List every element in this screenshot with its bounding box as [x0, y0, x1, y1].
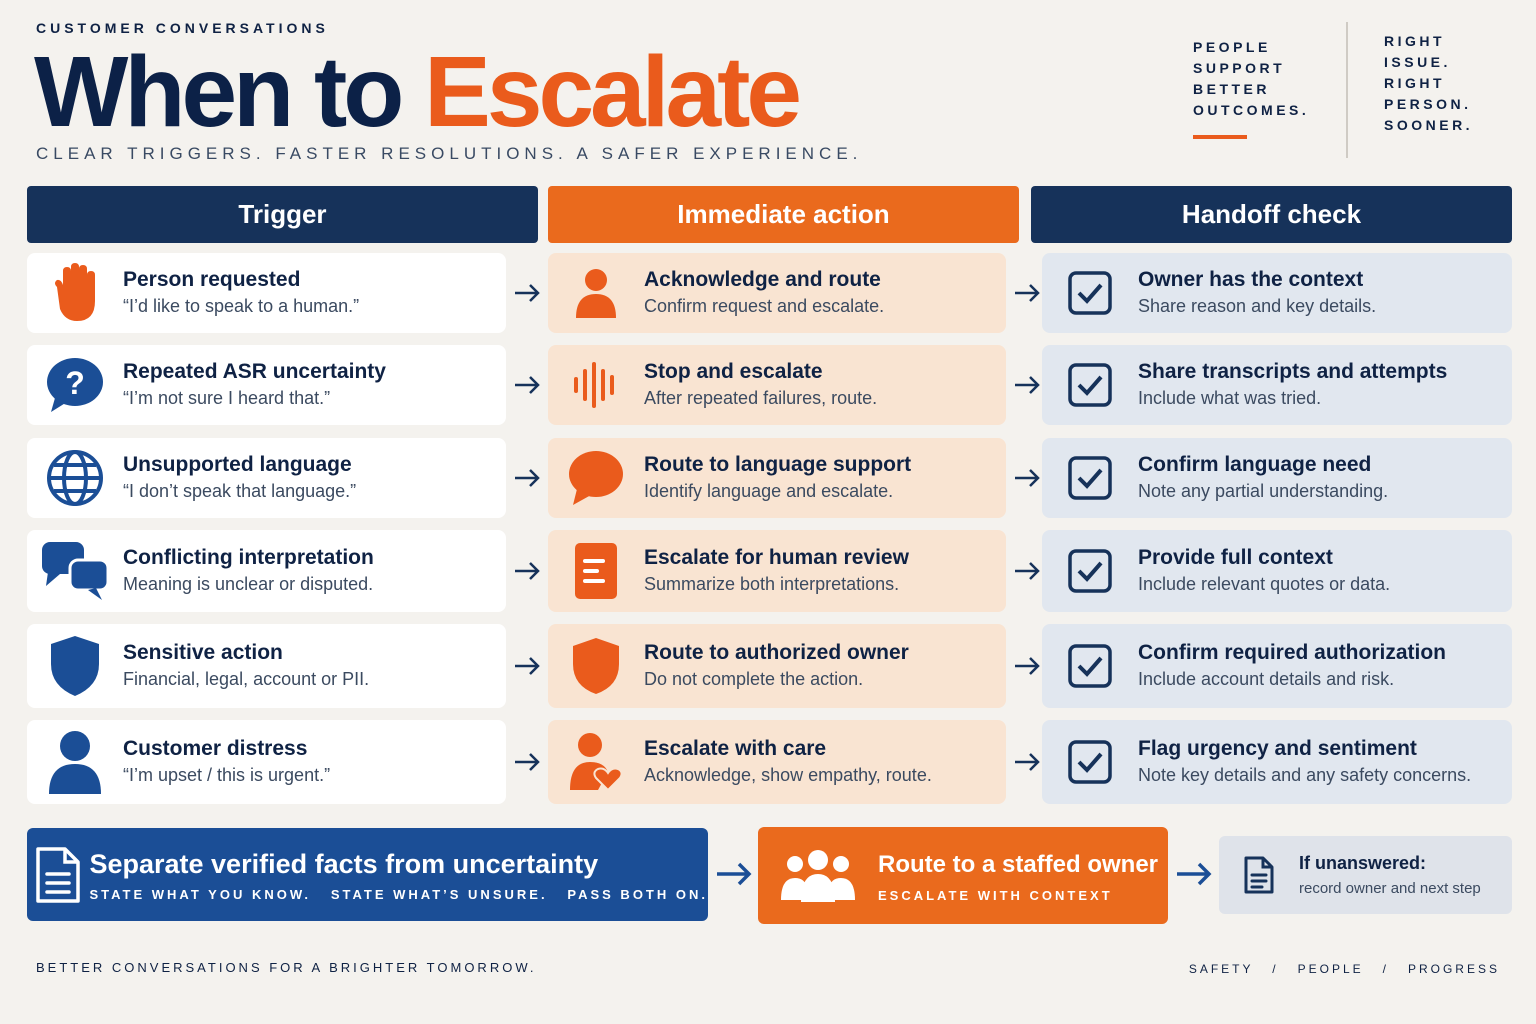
question-bubble-icon [27, 356, 123, 414]
owner-subtitle: ESCALATE WITH CONTEXT [878, 888, 1113, 903]
handoff-subtitle: Include what was tried. [1138, 388, 1322, 408]
person-heart-icon [548, 732, 644, 792]
arrow-right-icon [1010, 281, 1044, 305]
column-header-handoff: Handoff check [1031, 186, 1512, 243]
arrow-right-icon [1010, 559, 1044, 583]
subtitle: CLEAR TRIGGERS. FASTER RESOLUTIONS. A SAFER EXPERIENCE. [36, 144, 863, 163]
trigger-subtitle: Financial, legal, account or PII. [123, 669, 370, 689]
handoff-subtitle: Include account details and risk. [1138, 669, 1395, 689]
tagline-line: ISSUE. [1384, 54, 1451, 70]
arrow-right-icon [510, 750, 544, 774]
tagline-right [1384, 31, 1473, 136]
trigger-title: Person requested [123, 268, 301, 291]
action-card-authorized-owner [548, 624, 1006, 708]
unanswered-subtitle: record owner and next step [1299, 880, 1481, 897]
column-header-action: Immediate action [548, 186, 1019, 243]
trigger-card-customer-distress [27, 720, 506, 804]
action-card-human-review [548, 530, 1006, 612]
handoff-title: Confirm required authorization [1138, 641, 1447, 664]
speech-bubble-icon [548, 449, 644, 507]
trigger-subtitle: Meaning is unclear or disputed. [123, 574, 374, 594]
checkbox-icon [1042, 740, 1138, 784]
handoff-card-full-context [1042, 530, 1512, 612]
checkbox-icon [1042, 644, 1138, 688]
action-card-escalate-care [548, 720, 1006, 804]
handoff-card-urgency [1042, 720, 1512, 804]
trigger-title: Sensitive action [123, 641, 283, 664]
facts-subtitle: STATE WHAT YOU KNOW. STATE WHAT’S UNSURE. PASS BOTH ON. [89, 887, 708, 902]
checkbox-icon [1042, 271, 1138, 315]
hand-icon [27, 263, 123, 323]
trigger-title: Customer distress [123, 737, 308, 760]
action-card-acknowledge [548, 253, 1006, 333]
trigger-card-sensitive-action [27, 624, 506, 708]
arrow-right-icon [1010, 373, 1044, 397]
arrow-right-icon [510, 373, 544, 397]
action-subtitle: Identify language and escalate. [644, 481, 894, 501]
tagline-line: BETTER [1193, 81, 1270, 97]
owner-title: Route to a staffed owner [878, 851, 1159, 878]
trigger-subtitle: “I’m not sure I heard that.” [123, 388, 331, 408]
arrow-right-icon [1010, 750, 1044, 774]
trigger-card-unsupported-language [27, 438, 506, 518]
handoff-title: Share transcripts and attempts [1138, 360, 1448, 383]
arrow-right-icon [510, 466, 544, 490]
handoff-title: Flag urgency and sentiment [1138, 737, 1417, 760]
action-card-stop-escalate [548, 345, 1006, 425]
checkbox-icon [1042, 363, 1138, 407]
action-title: Escalate with care [644, 737, 827, 760]
footer-tagline: BETTER CONVERSATIONS FOR A BRIGHTER TOMORROW. [36, 960, 537, 975]
soundwave-icon [548, 361, 644, 409]
checkbox-icon [1042, 549, 1138, 593]
unanswered-title: If unanswered: [1299, 853, 1427, 873]
footer-values: SAFETY / PEOPLE / PROGRESS [1188, 962, 1500, 976]
handoff-subtitle: Share reason and key details. [1138, 296, 1377, 316]
handoff-card-language-need [1042, 438, 1512, 518]
globe-icon [27, 448, 123, 508]
tagline-line: SOONER. [1384, 117, 1474, 133]
handoff-subtitle: Note any partial understanding. [1138, 481, 1389, 501]
tagline-line: PEOPLE [1193, 39, 1271, 55]
trigger-card-person-requested [27, 253, 506, 333]
document-icon [548, 541, 644, 601]
person-icon [27, 730, 123, 794]
arrow-right-icon [1010, 654, 1044, 678]
tagline-line: OUTCOMES. [1193, 102, 1310, 118]
action-title: Stop and escalate [644, 360, 823, 383]
action-subtitle: Acknowledge, show empathy, route. [644, 765, 932, 785]
unanswered-banner [1219, 836, 1512, 914]
action-title: Route to language support [644, 453, 912, 476]
page-title [34, 36, 798, 148]
action-subtitle: Confirm request and escalate. [644, 296, 885, 316]
tagline-line: PERSON. [1384, 96, 1472, 112]
action-title: Route to authorized owner [644, 641, 909, 664]
eyebrow: CUSTOMER CONVERSATIONS [36, 20, 329, 36]
action-subtitle: Summarize both interpretations. [644, 574, 900, 594]
handoff-title: Confirm language need [1138, 453, 1372, 476]
title-accent: Escalate [424, 36, 798, 148]
handoff-card-authorization [1042, 624, 1512, 708]
arrow-right-icon [510, 654, 544, 678]
action-title: Escalate for human review [644, 546, 909, 569]
team-icon [758, 850, 878, 902]
tagline-left [1193, 37, 1309, 121]
svg-text:?: ? [65, 365, 85, 401]
facts-banner [27, 828, 708, 921]
document-icon [1219, 856, 1299, 894]
tagline-line: RIGHT [1384, 75, 1446, 91]
handoff-card-owner-context [1042, 253, 1512, 333]
handoff-title: Provide full context [1138, 546, 1333, 569]
trigger-subtitle: “I’d like to speak to a human.” [123, 296, 360, 316]
tagline-line: SUPPORT [1193, 60, 1286, 76]
trigger-card-conflicting-interpretation [27, 530, 506, 612]
facts-title: Separate verified facts from uncertainty [89, 849, 599, 879]
title-main: When to [34, 36, 425, 148]
trigger-card-asr-uncertainty [27, 345, 506, 425]
column-header-trigger: Trigger [27, 186, 538, 243]
document-icon [27, 846, 89, 904]
tagline-underline [1193, 135, 1247, 139]
person-icon [548, 268, 644, 318]
trigger-subtitle: “I don’t speak that language.” [123, 481, 357, 501]
arrow-right-icon [714, 862, 754, 886]
arrow-right-icon [1010, 466, 1044, 490]
shield-icon [27, 634, 123, 698]
owner-banner [758, 827, 1168, 924]
shield-icon [548, 636, 644, 696]
action-card-language-support [548, 438, 1006, 518]
action-subtitle: Do not complete the action. [644, 669, 864, 689]
handoff-subtitle: Note key details and any safety concerns. [1138, 765, 1472, 785]
arrow-right-icon [1174, 862, 1214, 886]
checkbox-icon [1042, 456, 1138, 500]
handoff-title: Owner has the context [1138, 268, 1364, 291]
handoff-subtitle: Include relevant quotes or data. [1138, 574, 1391, 594]
tagline-line: RIGHT [1384, 33, 1446, 49]
trigger-subtitle: “I’m upset / this is urgent.” [123, 765, 331, 785]
trigger-title: Conflicting interpretation [123, 546, 374, 569]
action-title: Acknowledge and route [644, 268, 881, 291]
tagline-divider [1346, 22, 1348, 158]
trigger-title: Unsupported language [123, 453, 352, 476]
chat-bubbles-icon [27, 540, 123, 602]
arrow-right-icon [510, 281, 544, 305]
action-subtitle: After repeated failures, route. [644, 388, 878, 408]
handoff-card-transcripts [1042, 345, 1512, 425]
trigger-title: Repeated ASR uncertainty [123, 360, 386, 383]
arrow-right-icon [510, 559, 544, 583]
